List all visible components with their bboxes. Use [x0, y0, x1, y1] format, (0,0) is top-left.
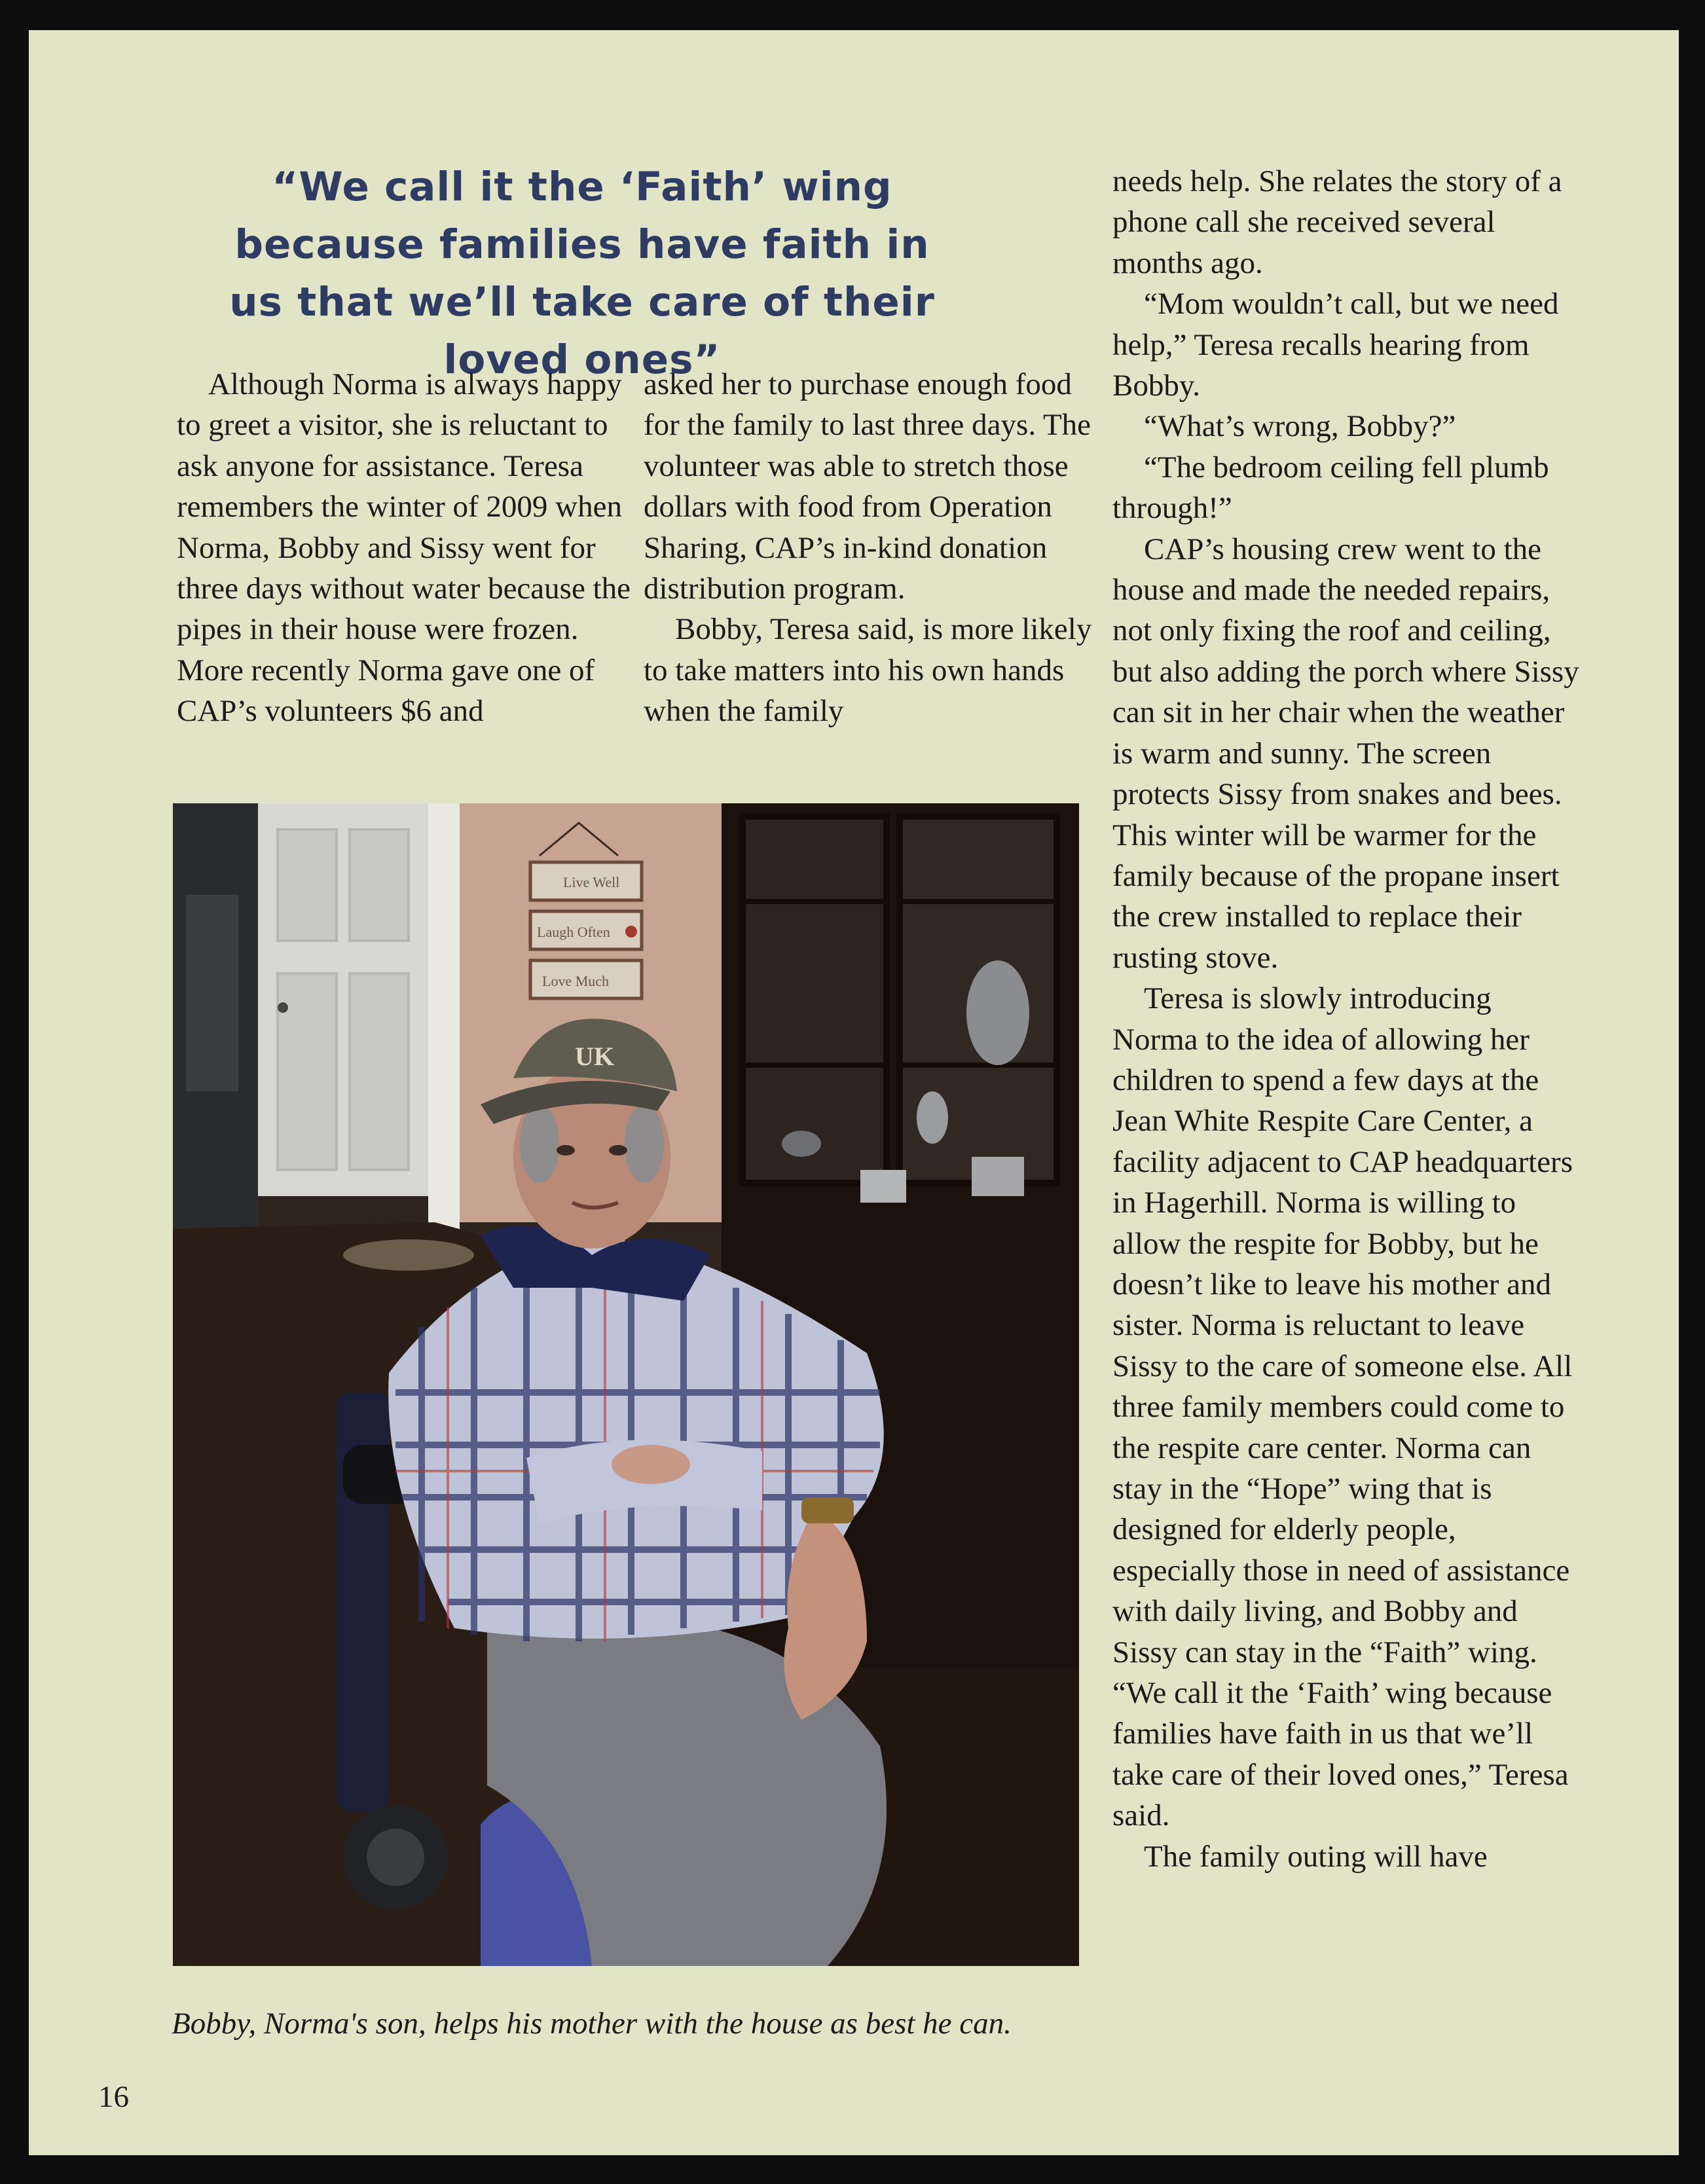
paragraph: “The bedroom ceiling fell plumb through!” — [1112, 450, 1549, 526]
text-column-1 — [177, 364, 635, 732]
paragraph: The family outing will have — [1144, 1839, 1488, 1874]
cap-emblem: UK — [575, 1042, 614, 1071]
sign-live-well: Live Well — [563, 874, 620, 890]
paragraph: “What’s wrong, Bobby?” — [1144, 409, 1456, 444]
paragraph: Although Norma is always happy to greet a visitor, she is reluctant to ask anyone for assistance. Teresa remembers the winter of 2009 when Norma, Bobby and Sissy went for three days without water because the pipes in their house were frozen. More recently Norma gave one of CAP’s volunteers $6 and — [177, 367, 631, 729]
photo-caption: Bobby, Norma's son, helps his mother with the house as best he can. — [172, 2007, 1012, 2041]
text-column-2 — [644, 364, 1102, 732]
sign-love-much: Love Much — [542, 973, 610, 989]
paragraph: Teresa is slowly introducing Norma to the idea of allowing her children to spend a few days at the Jean White Respite Care Center, a facility adjacent to CAP headquarters in Hagerhill. Norma is willing to allow the respite for Bobby, but he doesn’t like to leave his mother and sister. Norma is reluctant to leave Sissy to the care of someone else. All three family members could come to the respite care center. Norma can stay in the “Hope” wing that is designed for elderly people, especially those in need of assistance with daily living, and Bobby and Sissy can stay in the “Faith” wing. “We call it the ‘Faith’ wing because families have faith in us that we’ll take care of their loved ones,” Teresa said. — [1112, 981, 1573, 1833]
paragraph: “Mom wouldn’t call, but we need help,” Teresa recalls hearing from Bobby. — [1112, 287, 1559, 403]
text-column-3 — [1112, 161, 1584, 1877]
magazine-page — [29, 30, 1679, 2155]
pull-quote: “We call it the ‘Faith’ wing because families have faith in us that we’ll take care of their loved ones” — [229, 164, 935, 383]
paragraph: asked her to purchase enough food for the family to last three days. The volunteer was able to stretch those dollars with food from Operation Sharing, CAP’s in-kind donation distribution program. — [644, 367, 1091, 606]
paragraph: needs help. She relates the story of a phone call she received several months ago. — [1112, 164, 1562, 280]
photo-bobby-in-wheelchair — [173, 803, 1079, 1966]
page-number: 16 — [98, 2080, 129, 2114]
paragraph: CAP’s housing crew went to the house and made the needed repairs, not only fixing the roof and ceiling, but also adding the porch where Sissy can sit in her chair when the weather is warm and sunny. The screen protects Sissy from snakes and bees. This winter will be warmer for the family because of the propane insert the crew installed to replace their rusting stove. — [1112, 532, 1579, 975]
paragraph: Bobby, Teresa said, is more likely to take matters into his own hands when the family — [644, 612, 1092, 729]
sign-laugh-often: Laugh Often — [537, 924, 610, 940]
